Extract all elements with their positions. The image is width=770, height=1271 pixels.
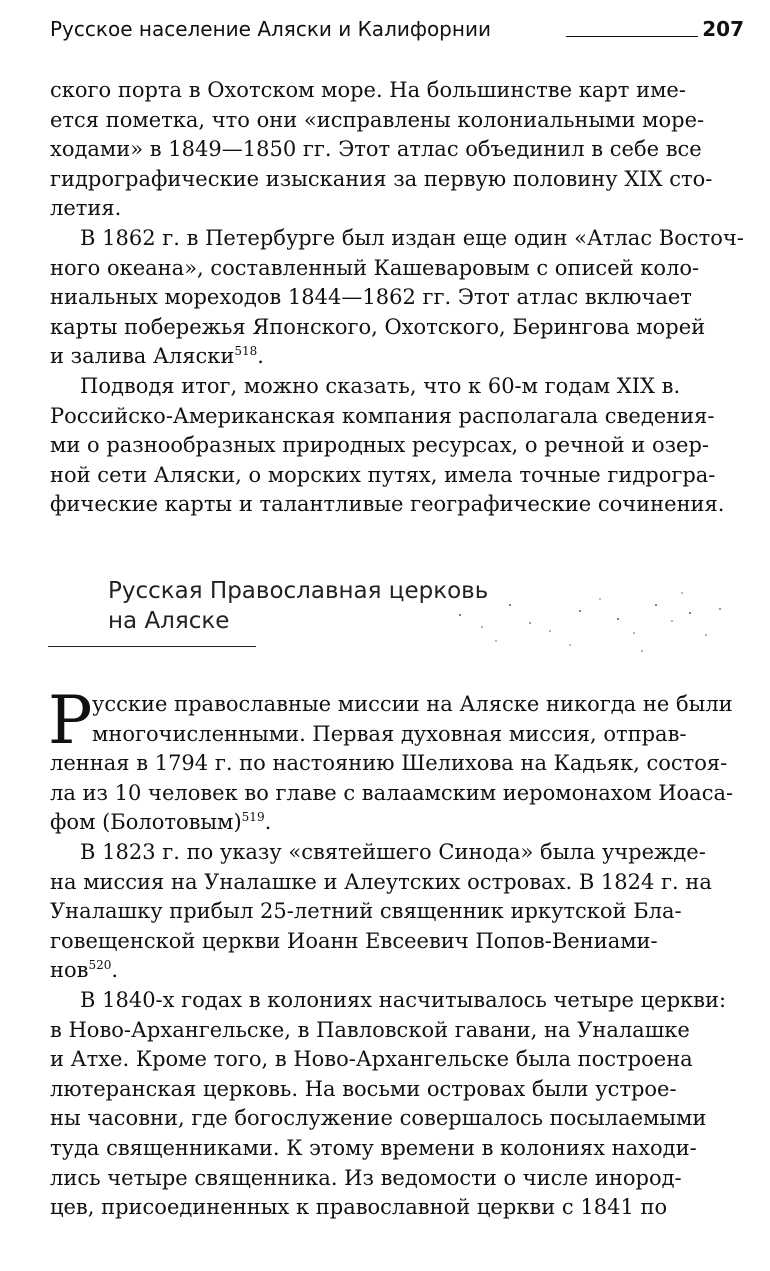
- text-line: Уналашку прибыл 25-летний священник иркутской Бла-: [50, 899, 682, 924]
- text-line: ниальных мореходов 1844—1862 гг. Этот атлас включает: [50, 285, 692, 310]
- text-line: ского порта в Охотском море. На большинстве карт име-: [50, 78, 686, 102]
- footnote-ref: 518: [234, 344, 258, 359]
- text-line: туда священниками. К этому времени в колониях находи-: [50, 1135, 697, 1160]
- scan-specks: [420, 575, 750, 665]
- text-line: ется пометка, что они «исправлены колониальными море-: [50, 107, 705, 132]
- running-head: [50, 12, 744, 46]
- text-line-with-footnote: и залива Аляски$^{518}$.: [50, 344, 264, 369]
- text-line: гидрографические изыскания за первую половину XIX сто-: [50, 166, 713, 191]
- text-line: ной сети Аляски, о морских путях, имела точные гидрогра-: [50, 462, 716, 487]
- text-line: В 1840-х годах в колониях насчитывалось четыре церкви:: [80, 988, 727, 1012]
- running-head-rule: [566, 36, 698, 37]
- running-title: Русское население Аляски и Калифорнии: [50, 17, 491, 41]
- text-line: цев, присоединенных к православной церкви с 1841 по: [50, 1195, 668, 1220]
- paragraph-atlas-1849: [50, 76, 744, 224]
- text-line: Российско-Американская компания располагала сведения-: [50, 403, 715, 428]
- text-line-with-footnote: нов$^{520}$.: [50, 958, 119, 983]
- text-line: летия.: [50, 196, 122, 221]
- text-line: ходами» в 1849—1850 гг. Этот атлас объединил в себе все: [50, 137, 702, 162]
- paragraph-unalaska-1823: [50, 838, 744, 986]
- text-line-with-footnote: фом (Болотовым)$^{519}$.: [50, 810, 272, 835]
- text-line: ного океана», составленный Кашеваровым с описей коло-: [50, 255, 700, 280]
- paragraph-missions: [48, 682, 744, 838]
- paragraph-summary: [50, 372, 744, 520]
- footnote-ref: 520: [88, 958, 112, 973]
- text-line: ми о разнообразных природных ресурсах, о речной и озер-: [50, 433, 710, 458]
- section-heading-line: на Аляске: [108, 608, 230, 634]
- paragraph-churches-1840s: [50, 986, 744, 1223]
- text-line: многочисленными. Первая духовная миссия, отправ-: [92, 721, 687, 746]
- text-line: в Ново-Архангельске, в Павловской гавани, на Уналашке: [50, 1017, 690, 1042]
- text-line: В 1823 г. по указу «святейшего Синода» была учрежде-: [80, 840, 706, 864]
- page-number: 207: [702, 17, 744, 41]
- text-line: лись четыре священника. Из ведомости о числе инород-: [50, 1165, 682, 1190]
- text-fragment: и залива Аляски: [50, 344, 235, 369]
- footnote-ref: 519: [241, 810, 265, 825]
- text-line: ленная в 1794 г. по настоянию Шелихова на Кадьяк, состоя-: [50, 751, 728, 776]
- text-fragment: фом (Болотовым): [50, 810, 242, 835]
- drop-cap: Р: [48, 682, 93, 759]
- text-line: ны часовни, где богослужение совершалось посылаемыми: [50, 1106, 707, 1131]
- text-line: говещенской церкви Иоанн Евсеевич Попов-Вениами-: [50, 928, 658, 953]
- section-rule: [48, 646, 256, 647]
- text-line: Подводя итог, можно сказать, что к 60-м годам XIX в.: [80, 374, 681, 398]
- text-line: усские православные миссии на Аляске никогда не были: [92, 692, 733, 716]
- text-line: фические карты и талантливые географические сочинения.: [50, 492, 725, 517]
- text-line: лютеранская церковь. На восьми островах были устрое-: [50, 1076, 677, 1101]
- text-line: ла из 10 человек во главе с валаамским иеромонахом Иоаса-: [50, 780, 734, 805]
- text-line: карты побережья Японского, Охотского, Берингова морей: [50, 314, 706, 339]
- text-line: В 1862 г. в Петербурге был издан еще один «Атлас Восточ-: [80, 226, 744, 250]
- text-fragment: нов: [50, 958, 89, 983]
- section-heading-line: Русская Православная церковь: [108, 578, 489, 604]
- text-line: и Атхе. Кроме того, в Ново-Архангельске была построена: [50, 1047, 693, 1072]
- text-line: на миссия на Уналашке и Алеутских островах. В 1824 г. на: [50, 869, 712, 894]
- paragraph-atlas-1862: [50, 224, 744, 372]
